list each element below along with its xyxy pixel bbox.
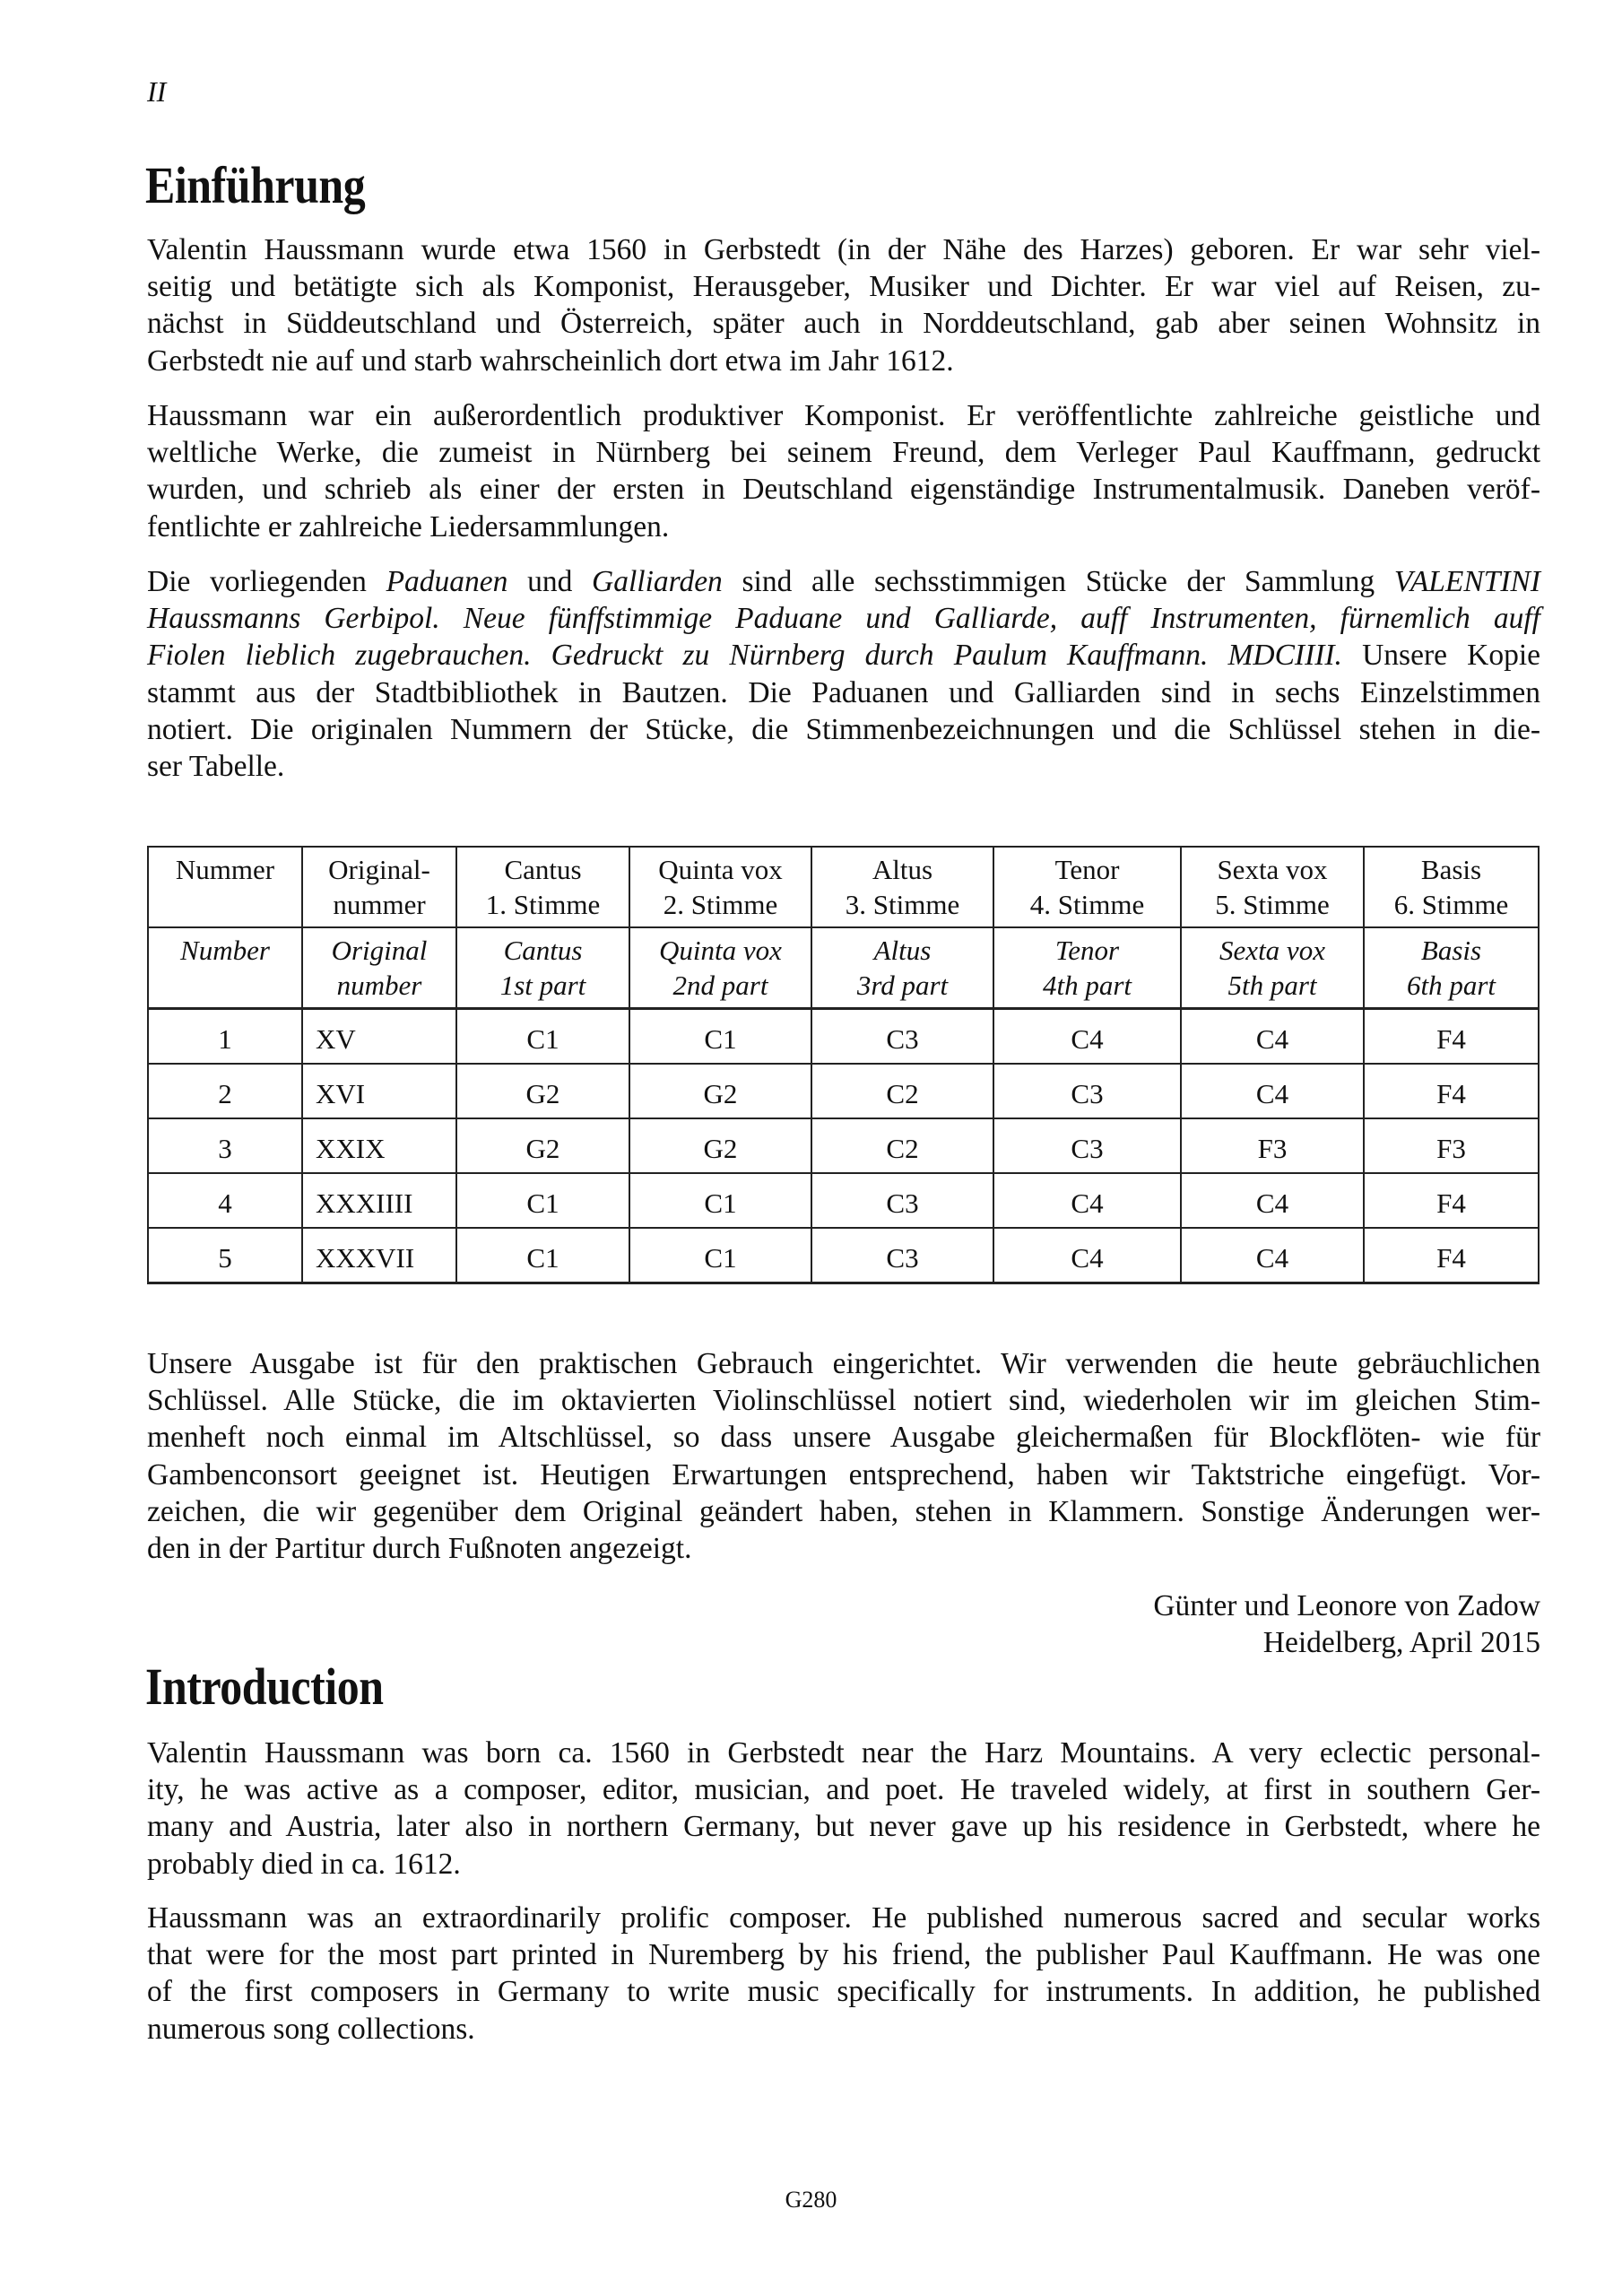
column-header: Tenor 4th part	[993, 927, 1181, 1009]
signature	[823, 1587, 1540, 1661]
text-line: fentlichte er zahlreiche Liedersammlungen.	[147, 509, 670, 544]
cell-quinta-vox-clef: C1	[629, 1009, 811, 1065]
heading-einfuehrung: Einführung	[145, 156, 366, 214]
cell-number: 1	[148, 1009, 302, 1065]
text-line: weltliche Werke, die zumeist in Nürnberg bei seinem Freund, dem Verleger Paul Kauffmann, gedruckt	[147, 436, 1540, 470]
cell-cantus-clef: G2	[456, 1064, 629, 1118]
cell-cantus-clef: C1	[456, 1009, 629, 1065]
table-row	[148, 1228, 1539, 1283]
cell-altus-clef: C3	[811, 1009, 993, 1065]
cell-number: 2	[148, 1064, 302, 1118]
cell-original-number: XXXVII	[302, 1228, 456, 1283]
column-header: Altus 3. Stimme	[811, 847, 993, 927]
column-header: Sexta vox 5. Stimme	[1181, 847, 1364, 927]
cell-basis-clef: F3	[1364, 1118, 1539, 1173]
text-line: wurden, und schrieb als einer der ersten in Deutschland eigenständige Instrumentalmusik. Daneben veröf-	[147, 473, 1540, 507]
text-line: Valentin Haussmann was born ca. 1560 in Gerbstedt near the Harz Mountains. A very eclectic personal-	[147, 1736, 1540, 1770]
column-header: Basis 6. Stimme	[1364, 847, 1539, 927]
table-header-row-german	[148, 847, 1539, 927]
cell-cantus-clef: G2	[456, 1118, 629, 1173]
column-header: Tenor 4. Stimme	[993, 847, 1181, 927]
text-line: ity, he was active as a composer, editor, musician, and poet. He traveled widely, at first in southern Ger-	[147, 1773, 1540, 1807]
column-header: Sexta vox 5th part	[1181, 927, 1364, 1009]
cell-number: 3	[148, 1118, 302, 1173]
text-line: Gerbstedt nie auf und starb wahrscheinlich dort etwa im Jahr 1612.	[147, 344, 954, 378]
italic-title: VALENTINI	[1393, 565, 1541, 598]
table-row	[148, 1118, 1539, 1173]
text-line: Schlüssel. Alle Stücke, die im oktavierten Violinschlüssel notiert sind, wiederholen wir im gleichen Stim-	[147, 1384, 1540, 1418]
cell-quinta-vox-clef: C1	[629, 1173, 811, 1228]
cell-original-number: XV	[302, 1009, 456, 1065]
text-line: ser Tabelle.	[147, 750, 285, 784]
column-header: Altus 3rd part	[811, 927, 993, 1009]
text-line: Haussmann war ein außerordentlich produktiver Komponist. Er veröffentlichte zahlreiche geistliche und	[147, 399, 1540, 432]
text-line	[147, 600, 1540, 637]
column-header: Quinta vox 2nd part	[629, 927, 811, 1009]
cell-sexta-vox-clef: C4	[1181, 1228, 1364, 1283]
cell-tenor-clef: C4	[993, 1009, 1181, 1065]
cell-original-number: XXIX	[302, 1118, 456, 1173]
cell-quinta-vox-clef: C1	[629, 1228, 811, 1283]
table-row	[148, 1173, 1539, 1228]
text-line: probably died in ca. 1612.	[147, 1847, 461, 1881]
text-line: nächst in Süddeutschland und Österreich, später auch in Norddeutschland, gab aber seinen Wohnsitz in	[147, 307, 1540, 341]
text-line: notiert. Die originalen Nummern der Stücke, die Stimmenbezeichnungen und die Schlüssel stehen in die-	[147, 712, 1540, 746]
cell-sexta-vox-clef: C4	[1181, 1173, 1364, 1228]
paragraph-en-biography	[147, 1735, 1540, 1883]
column-header: Original number	[302, 927, 456, 1009]
signature-names: Günter und Leonore von Zadow	[1153, 1589, 1540, 1622]
cell-basis-clef: F4	[1364, 1228, 1539, 1283]
cell-cantus-clef: C1	[456, 1228, 629, 1283]
cell-sexta-vox-clef: C4	[1181, 1064, 1364, 1118]
cell-tenor-clef: C3	[993, 1118, 1181, 1173]
column-header: Quinta vox 2. Stimme	[629, 847, 811, 927]
text-line: Fiolen lieblich zugebrauchen. Gedruckt zu Nürnberg durch Paulum Kauffmann. MDCIIII. Unsere Kopie	[147, 639, 1540, 673]
cell-quinta-vox-clef: G2	[629, 1118, 811, 1173]
paragraph-de-biography	[147, 231, 1540, 379]
column-header: Cantus 1. Stimme	[456, 847, 629, 927]
cell-original-number: XVI	[302, 1064, 456, 1118]
column-header: Number	[148, 927, 302, 1009]
text-line: Valentin Haussmann wurde etwa 1560 in Gerbstedt (in der Nähe des Harzes) geboren. Er war sehr viel-	[147, 233, 1540, 266]
cell-cantus-clef: C1	[456, 1173, 629, 1228]
cell-number: 5	[148, 1228, 302, 1283]
text-line: that were for the most part printed in Nuremberg by his friend, the publisher Paul Kauffmann. He was one	[147, 1938, 1540, 1972]
italic-title: Paduanen	[386, 565, 508, 598]
italic-title: Haussmanns Gerbipol. Neue fünffstimmige Paduane und Galliarde, auff Instrumenten, fürnemlich auff	[147, 602, 1540, 636]
table-header-row-english	[148, 927, 1539, 1009]
table-row	[148, 1064, 1539, 1118]
text-line: Unsere Ausgabe ist für den praktischen Gebrauch eingerichtet. Wir verwenden die heute gebräuchlichen	[147, 1347, 1540, 1380]
text-line: menheft noch einmal im Altschlüssel, so dass unsere Ausgabe gleichermaßen für Blockflöten- wie für	[147, 1421, 1540, 1455]
paragraph-de-works	[147, 397, 1540, 545]
text-line: stammt aus der Stadtbibliothek in Bautzen. Die Paduanen und Galliarden sind in sechs Einzelstimmen	[147, 675, 1540, 709]
cell-tenor-clef: C4	[993, 1228, 1181, 1283]
cell-altus-clef: C2	[811, 1118, 993, 1173]
text-line: Die vorliegenden Paduanen und Galliarden sind alle sechsstimmigen Stücke der Sammlung VALENTINI	[147, 565, 1541, 598]
text-line: den in der Partitur durch Fußnoten angezeigt.	[147, 1532, 692, 1566]
heading-introduction: Introduction	[145, 1657, 384, 1716]
cell-sexta-vox-clef: C4	[1181, 1009, 1364, 1065]
clef-table	[147, 846, 1540, 1284]
cell-original-number: XXXIIII	[302, 1173, 456, 1228]
paragraph-de-source	[147, 563, 1540, 785]
cell-altus-clef: C3	[811, 1173, 993, 1228]
cell-basis-clef: F4	[1364, 1173, 1539, 1228]
cell-quinta-vox-clef: G2	[629, 1064, 811, 1118]
text-line: numerous song collections.	[147, 2012, 475, 2046]
text-line: Haussmann was an extraordinarily prolific composer. He published numerous sacred and secular works	[147, 1901, 1540, 1935]
cell-tenor-clef: C4	[993, 1173, 1181, 1228]
column-header: Nummer	[148, 847, 302, 927]
cell-number: 4	[148, 1173, 302, 1228]
text-line: many and Austria, later also in northern Germany, but never gave up his residence in Gerbstedt, where he	[147, 1810, 1540, 1844]
running-page-number: II	[147, 75, 167, 108]
italic-title: Galliarden	[592, 565, 723, 598]
table-row	[148, 1009, 1539, 1065]
cell-basis-clef: F4	[1364, 1009, 1539, 1065]
text-line: of the first composers in Germany to write music specifically for instruments. In addition, he published	[147, 1975, 1540, 2009]
footer-catalog-code: G280	[785, 2187, 837, 2213]
cell-sexta-vox-clef: F3	[1181, 1118, 1364, 1173]
text-line: seitig und betätigte sich als Komponist, Herausgeber, Musiker und Dichter. Er war viel auf Reisen, zu-	[147, 270, 1540, 304]
paragraph-en-works	[147, 1900, 1540, 2048]
signature-place-date: Heidelberg, April 2015	[1262, 1626, 1540, 1659]
cell-basis-clef: F4	[1364, 1064, 1539, 1118]
column-header: Cantus 1st part	[456, 927, 629, 1009]
text-line: zeichen, die wir gegenüber dem Original geändert haben, stehen in Klammern. Sonstige Änderungen wer-	[147, 1494, 1540, 1528]
italic-title: Fiolen lieblich zugebrauchen. Gedruckt zu Nürnberg durch Paulum Kauffmann. MDCIIII.	[147, 639, 1342, 673]
column-header: Original- nummer	[302, 847, 456, 927]
column-header: Basis 6th part	[1364, 927, 1539, 1009]
cell-tenor-clef: C3	[993, 1064, 1181, 1118]
cell-altus-clef: C3	[811, 1228, 993, 1283]
paragraph-de-edition	[147, 1345, 1540, 1567]
text-line: Gambenconsort geeignet ist. Heutigen Erwartungen entsprechend, haben wir Taktstriche eingefügt. Vor-	[147, 1457, 1540, 1492]
cell-altus-clef: C2	[811, 1064, 993, 1118]
